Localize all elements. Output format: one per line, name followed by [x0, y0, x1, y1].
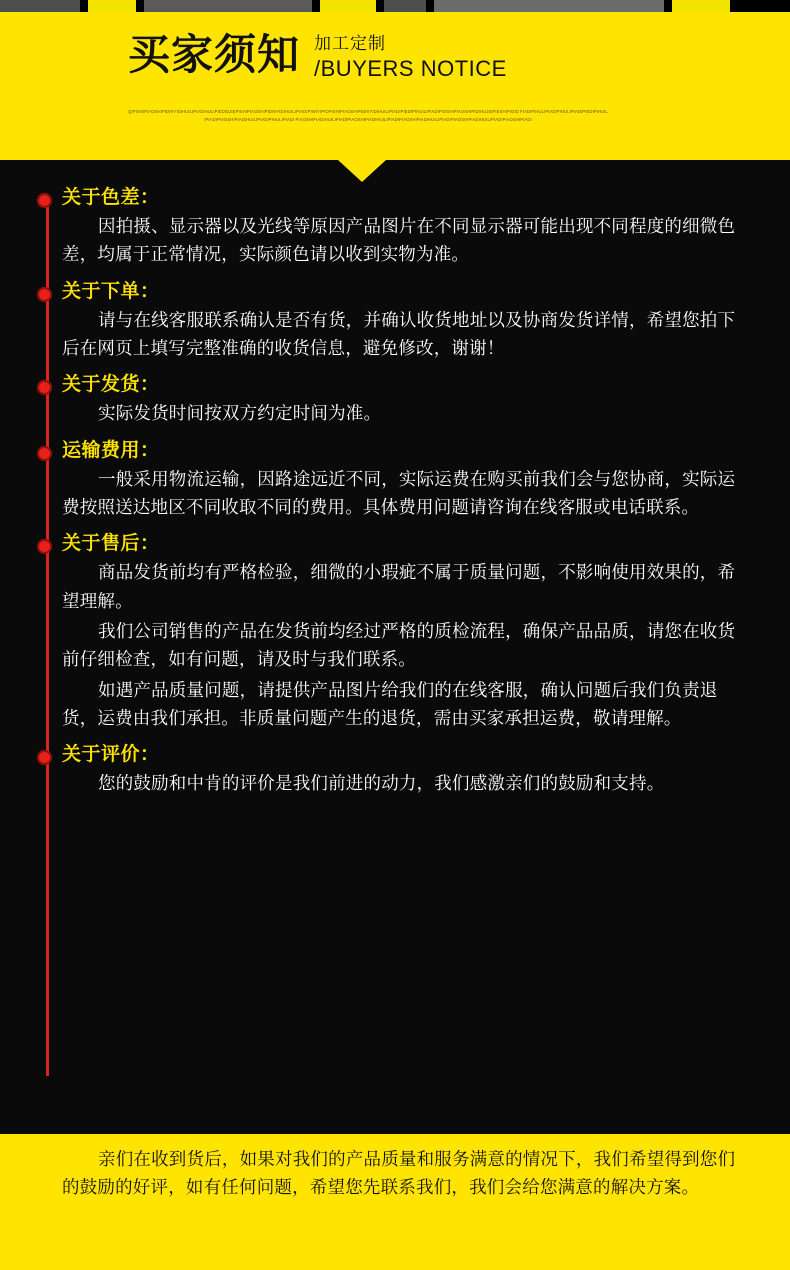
bullet-dot-icon [37, 287, 52, 302]
strip-block [376, 0, 384, 12]
footer-panel [0, 1134, 790, 1270]
notice-section [62, 182, 748, 270]
strip-block [426, 0, 434, 12]
notice-sections [0, 182, 790, 799]
section-paragraph: 商品发货前均有严格检验，细微的小瑕疵不属于质量问题，不影响使用效果的，希望理解。 [62, 563, 736, 612]
bullet-dot-icon [37, 539, 52, 554]
section-heading: 关于下单： [62, 279, 160, 302]
notice-section [62, 528, 748, 733]
header-title-group [128, 30, 507, 81]
bullet-dot-icon [37, 380, 52, 395]
section-heading: 关于发货： [62, 373, 160, 396]
header-banner [0, 12, 790, 160]
section-paragraph: 请与在线客服联系确认是否有货，并确认收货地址以及协商发货详情，希望您拍下后在网页上填写完整准确的收货信息，避免修改，谢谢！ [62, 310, 736, 360]
notice-body [0, 176, 790, 801]
section-paragraph: 因拍摄、显示器以及光线等原因产品图片在不同显示器可能出现不同程度的细微色差，均属于正常情况，实际颜色请以收到实物为准。 [62, 217, 736, 266]
section-paragraph: 实际发货时间按双方约定时间为准。 [98, 404, 382, 425]
decorative-top-strip [0, 0, 790, 12]
strip-block [434, 0, 664, 12]
notice-section [62, 369, 748, 428]
strip-block [80, 0, 88, 12]
header-micro-text: QIPISHIPIAOSHIPIDHIYIDIHUILIPIADIHULIPIEDIDJIEPISHIPIAOSHIPIDHIYIDIHUILIPIADIPIWIYIPIOPISHIPIAOSHIPIDHIYIDIHUILIPIADIPIEDIPIHUILIPIADIPIOSHIPIAOSHIPIDIHUJIEPIESHIPIOID FIADIPIHULIPIADIPIHULIPIADIPIEDIPIHUILIPIADIPIAOSHIPIADIHUILIPIADIPIHULIPIADI PIAOSHIPIADIHUILIPIADIPIAOSHIPIADIHUILIPIADIPIAOSHIPIADIHUILIPIADIPIAOSHIPIADIHUILIPIADIPIAOSHIPIADI [128, 109, 608, 122]
strip-block [672, 0, 730, 12]
strip-block [0, 0, 80, 12]
strip-block [384, 0, 426, 12]
header-subtitle-en: /BUYERS NOTICE [314, 55, 507, 81]
notice-section [62, 276, 748, 364]
section-paragraph: 一般采用物流运输，因路途远近不同，实际运费在购买前我们会与您协商，实际运费按照送达地区不同收取不同的费用。具体费用问题请咨询在线客服或电话联系。 [62, 469, 736, 519]
section-heading: 运输费用： [62, 438, 160, 461]
notice-section [62, 739, 748, 798]
header-subtitle-group [314, 36, 507, 80]
notice-section [62, 435, 748, 523]
strip-block [144, 0, 312, 12]
section-heading: 关于评价： [62, 743, 160, 766]
section-heading: 关于售后： [62, 532, 160, 555]
section-paragraph: 如遇产品质量问题，请提供产品图片给我们的在线客服，确认问题后我们负责退货，运费由我们承担。非质量问题产生的退货，需由买家承担运费，敬请理解。 [62, 680, 718, 730]
bullet-dot-icon [37, 193, 52, 208]
section-heading: 关于色差： [62, 186, 160, 208]
strip-block [136, 0, 144, 12]
section-paragraph: 您的鼓励和中肯的评价是我们前进的动力，我们感激亲们的鼓励和支持。 [98, 774, 665, 795]
strip-block [312, 0, 320, 12]
strip-block [664, 0, 672, 12]
strip-block [88, 0, 136, 12]
bullet-dot-icon [37, 446, 52, 461]
bullet-dot-icon [37, 750, 52, 765]
page-title: 买家须知 [128, 30, 301, 79]
strip-block [320, 0, 376, 12]
strip-block [730, 0, 790, 12]
footer-paragraph: 亲们在收到货后，如果对我们的产品质量和服务满意的情况下，我们希望得到您们的鼓励的好评，如有任何问题，希望您先联系我们，我们会给您满意的解决方案。 [62, 1150, 736, 1199]
section-paragraph: 我们公司销售的产品在发货前均经过严格的质检流程，确保产品品质，请您在收货前仔细检查，如有问题，请及时与我们联系。 [62, 622, 736, 671]
header-subtitle-cn: 加工定制 [314, 34, 387, 55]
footer-content [0, 1134, 790, 1203]
